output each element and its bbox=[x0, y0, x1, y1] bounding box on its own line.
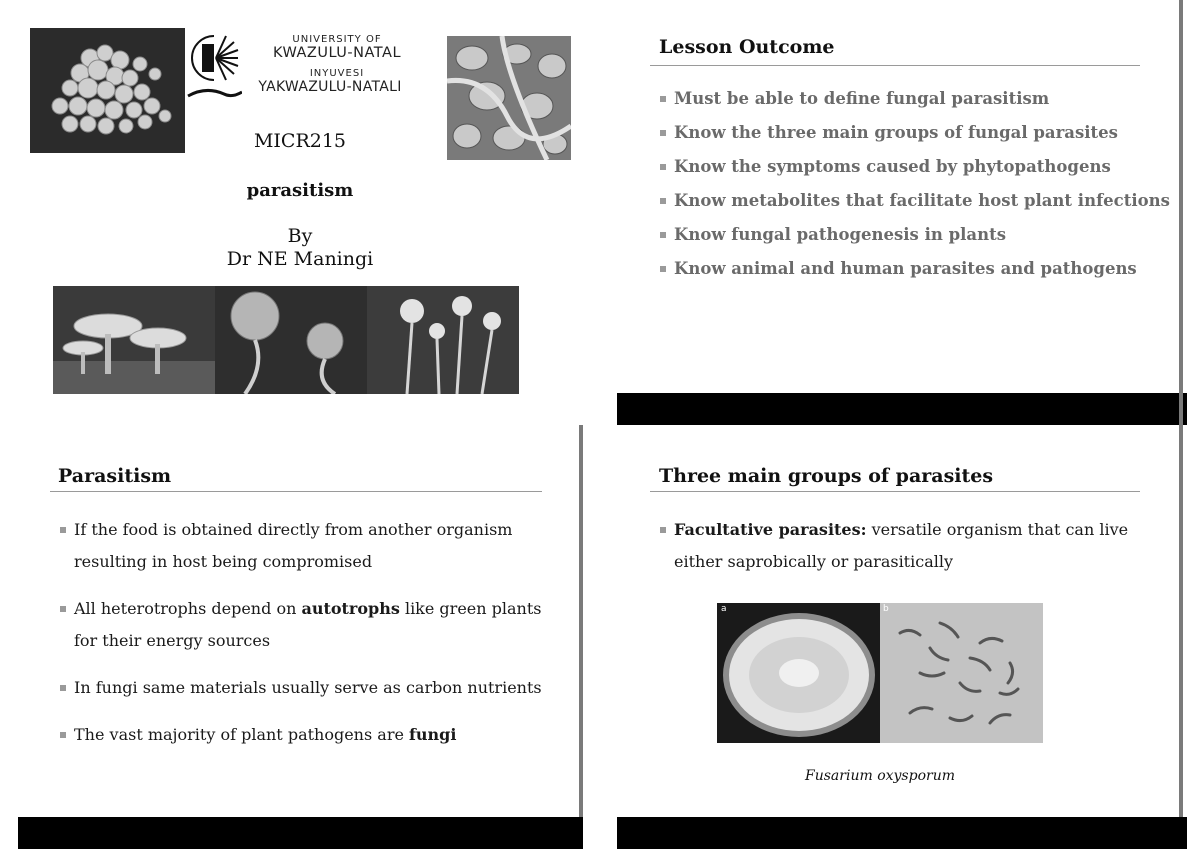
list-item: If the food is obtained directly from another organism resulting in host being compromised bbox=[60, 514, 550, 578]
lecture-topic: parasitism bbox=[246, 180, 354, 201]
list-item: All heterotrophs depend on autotrophs like green plants for their energy sources bbox=[60, 593, 550, 657]
university-name-line2: KWAZULU-NATAL bbox=[272, 45, 402, 61]
parasitism-list bbox=[60, 514, 550, 766]
list-item: Know animal and human parasites and pathogens bbox=[660, 252, 1180, 286]
title-rule bbox=[650, 491, 1140, 492]
slide-parasitism bbox=[18, 428, 578, 818]
university-name-line1: UNIVERSITY OF bbox=[292, 34, 382, 45]
slide-lesson-outcome bbox=[617, 0, 1187, 425]
list-item: Know metabolites that facilitate host plant infections bbox=[660, 184, 1180, 218]
slide-edge bbox=[1179, 425, 1183, 817]
list-item: In fungi same materials usually serve as carbon nutrients bbox=[60, 672, 550, 704]
petri-dish-image bbox=[717, 603, 880, 743]
title-rule bbox=[50, 491, 542, 492]
lesson-outcome-title: Lesson Outcome bbox=[659, 36, 835, 58]
slide-footer-bar bbox=[617, 393, 1187, 425]
author-name: Dr NE Maningi bbox=[226, 248, 374, 270]
groups-list bbox=[660, 514, 1130, 593]
list-item: Know the symptoms caused by phytopathogens bbox=[660, 150, 1180, 184]
course-code: MICR215 bbox=[253, 130, 347, 152]
panel-b-label: b bbox=[883, 604, 889, 614]
slide-footer-bar bbox=[617, 817, 1187, 849]
groups-title: Three main groups of parasites bbox=[659, 465, 994, 487]
slide-title-page bbox=[0, 0, 590, 420]
slide-footer-bar bbox=[18, 817, 583, 849]
list-item: Facultative parasites: versatile organism that can live either saprobically or parasitically bbox=[660, 514, 1130, 578]
list-item: Know the three main groups of fungal parasites bbox=[660, 116, 1180, 150]
figure-caption: Fusarium oxysporum bbox=[805, 768, 955, 784]
sem-spores-image bbox=[30, 28, 185, 153]
slide-edge bbox=[1179, 0, 1183, 425]
panel-a-label: a bbox=[721, 604, 727, 614]
university-name-line3: INYUVESI bbox=[309, 68, 365, 79]
list-item: The vast majority of plant pathogens are fungi bbox=[60, 719, 550, 751]
parasitism-title: Parasitism bbox=[58, 465, 172, 487]
aspergillus-sem-photo bbox=[215, 286, 367, 394]
university-logo-icon bbox=[186, 30, 242, 102]
microconidia-micrograph bbox=[880, 603, 1043, 743]
mushrooms-photo bbox=[53, 286, 215, 394]
sem-hyphae-image bbox=[447, 36, 571, 160]
by-label: By bbox=[287, 225, 313, 247]
slide-parasite-groups bbox=[617, 428, 1187, 818]
university-name-line4: YAKWAZULU-NATALI bbox=[258, 79, 402, 95]
slide-edge bbox=[579, 425, 583, 817]
list-item: Know fungal pathogenesis in plants bbox=[660, 218, 1180, 252]
outcome-list bbox=[660, 82, 1180, 286]
list-item: Must be able to define fungal parasitism bbox=[660, 82, 1180, 116]
title-rule bbox=[650, 65, 1140, 66]
sporangia-sem-photo bbox=[367, 286, 519, 394]
